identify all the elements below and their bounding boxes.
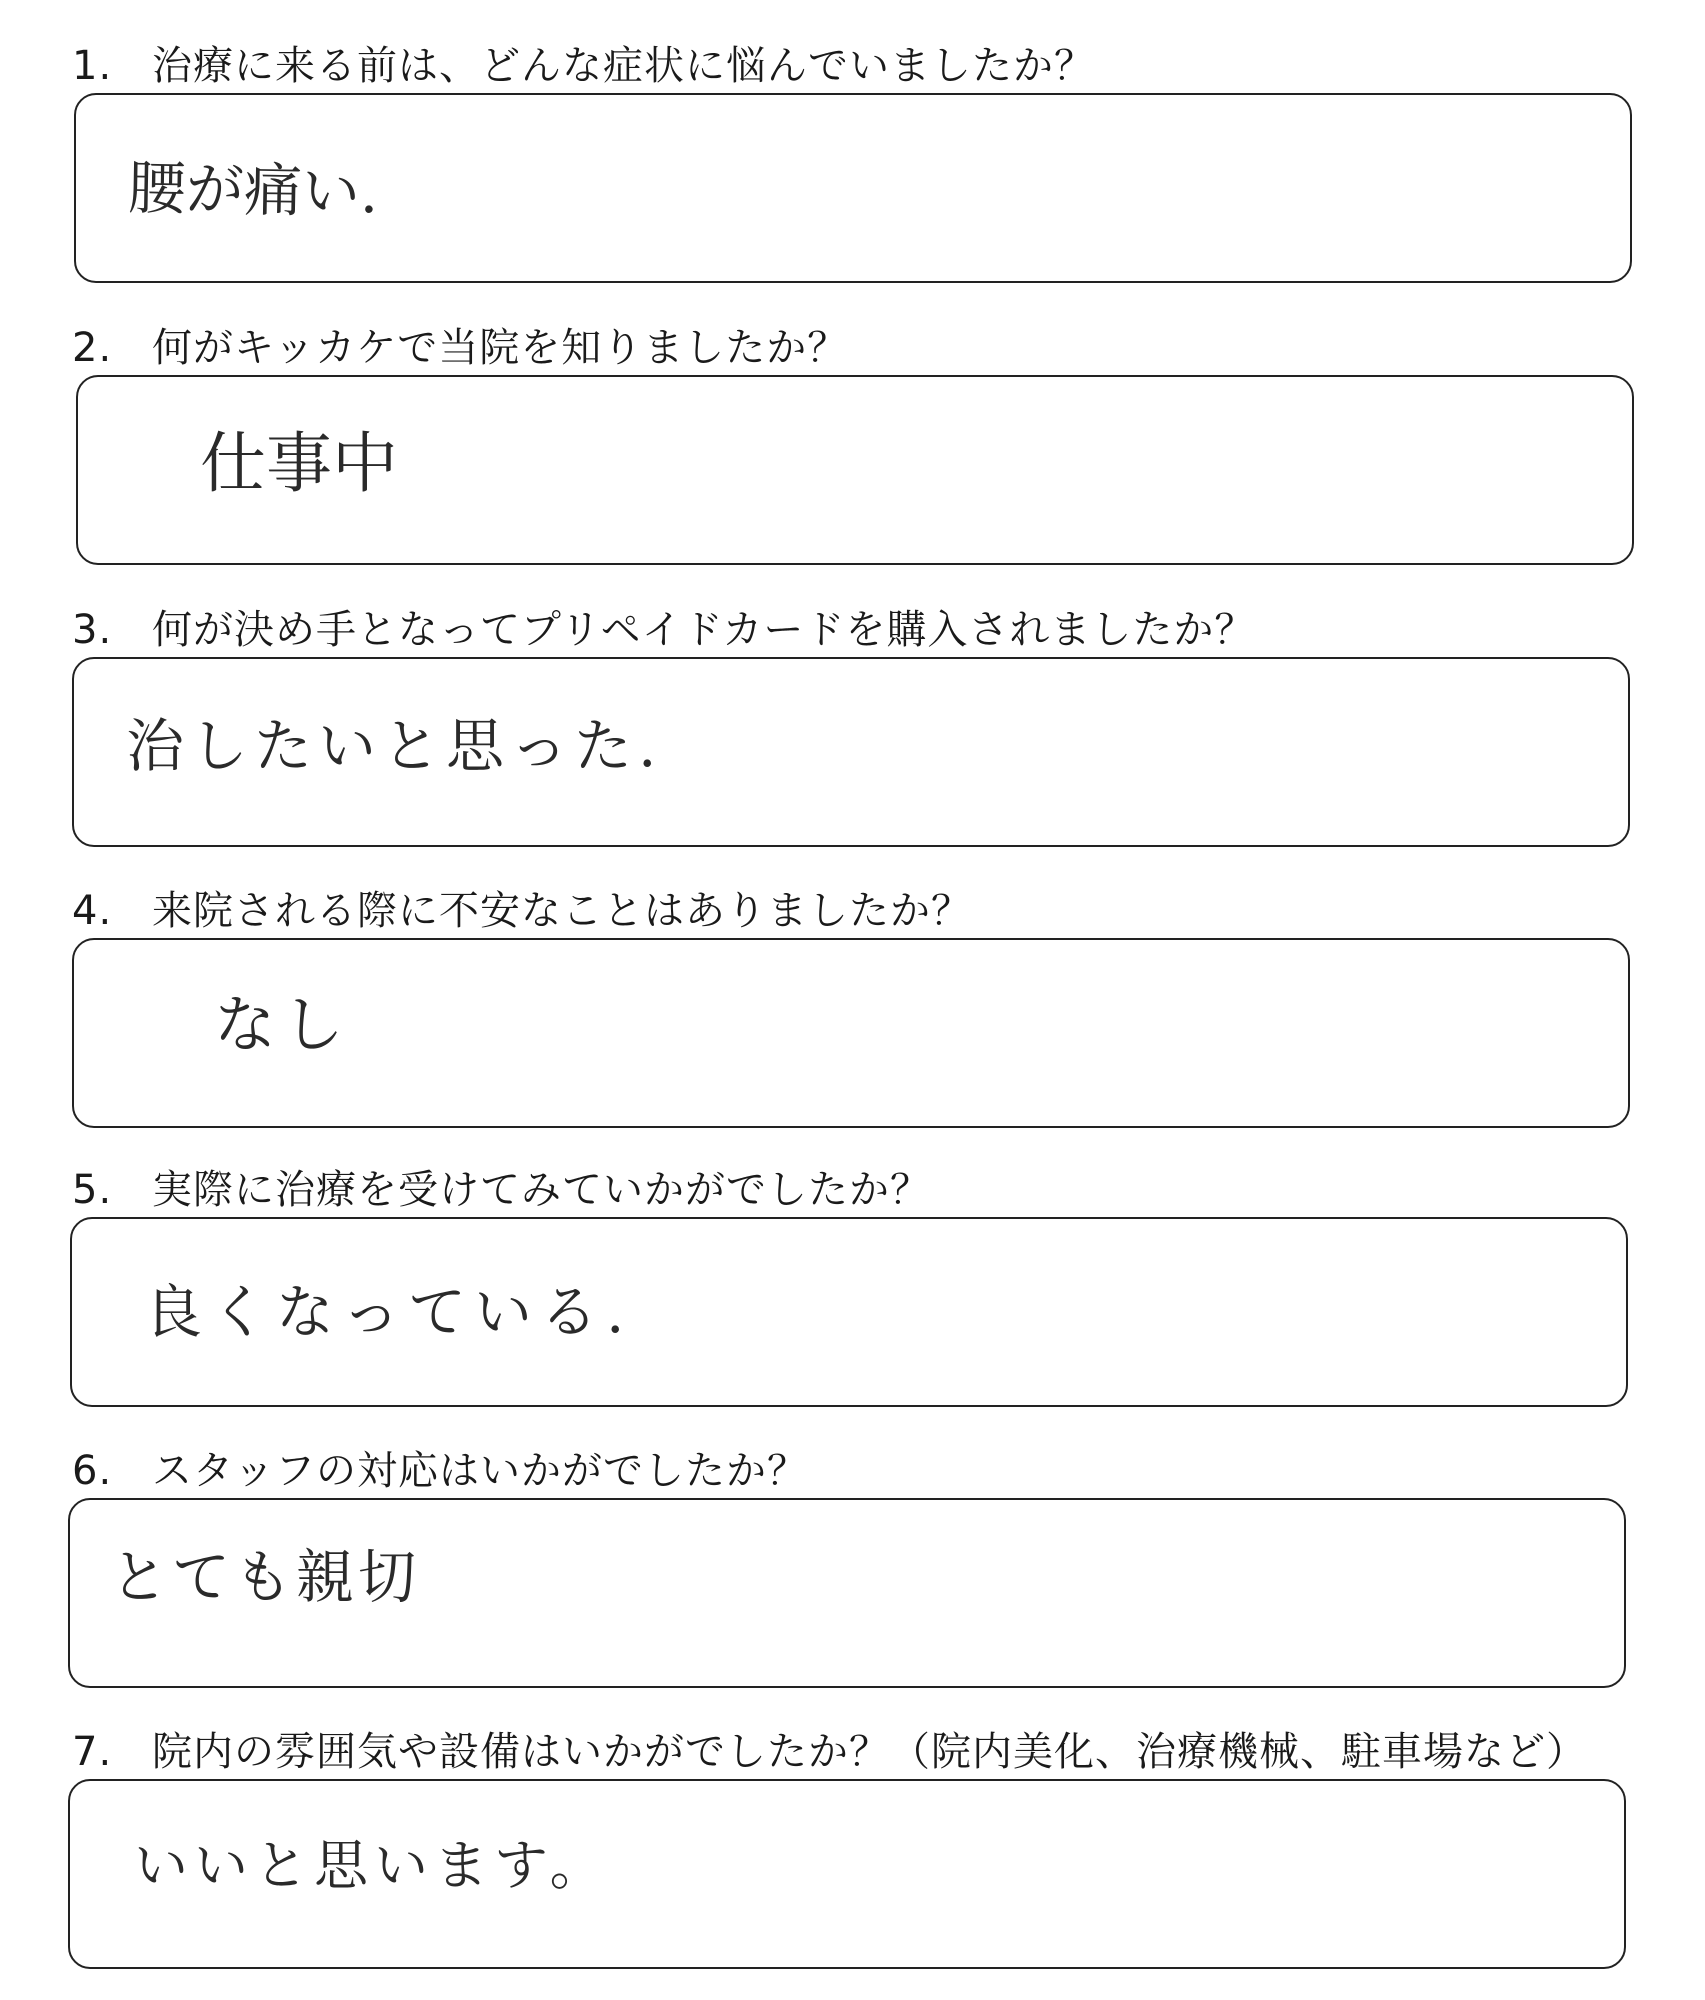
answer-box[interactable]: [74, 93, 1632, 283]
handwritten-answer: 仕事中: [200, 425, 398, 502]
answer-box[interactable]: [68, 1498, 1626, 1688]
question-title: [72, 38, 1095, 94]
question-text: 治療に来る前は、どんな症状に悩んでいましたか？: [152, 43, 1095, 89]
question-text: スタッフの対応はいかがでしたか？: [152, 1448, 808, 1494]
answer-box[interactable]: [68, 1779, 1626, 1969]
answer-box[interactable]: [70, 1217, 1628, 1407]
question-text: 何がキッカケで当院を知りましたか？: [152, 325, 849, 371]
question-title: [72, 602, 1255, 658]
question-text: 来院される際に不安なことはありましたか？: [152, 888, 972, 934]
question-title: [72, 1162, 931, 1218]
question-number: 6.: [72, 1448, 113, 1494]
question-title: [72, 1724, 1587, 1780]
handwritten-answer: 治したいと思った.: [126, 712, 663, 780]
question-text: 院内の雰囲気や設備はいかがでしたか？（院内美化、治療機械、駐車場など）: [152, 1729, 1587, 1775]
handwritten-answer: いいと思います。: [134, 1834, 610, 1897]
question-title: [72, 883, 972, 939]
question-number: 7.: [72, 1729, 113, 1775]
question-text: 何が決め手となってプリペイドカードを購入されましたか？: [152, 607, 1256, 653]
question-title: [72, 1443, 808, 1499]
question-number: 5.: [72, 1167, 113, 1213]
question-text: 実際に治療を受けてみていかがでしたか？: [152, 1167, 931, 1213]
handwritten-answer: とても親切: [110, 1543, 421, 1611]
handwritten-answer: なし: [214, 988, 351, 1061]
question-number: 3.: [72, 607, 113, 653]
handwritten-answer: 良くなっている.: [144, 1278, 633, 1346]
answer-box[interactable]: [72, 938, 1630, 1128]
answer-box[interactable]: [76, 375, 1634, 565]
question-title: [72, 320, 848, 376]
answer-box[interactable]: [72, 657, 1630, 847]
question-number: 2.: [72, 325, 113, 371]
question-number: 4.: [72, 888, 113, 934]
handwritten-answer: 腰が痛い.: [127, 154, 379, 227]
question-number: 1.: [72, 43, 113, 89]
